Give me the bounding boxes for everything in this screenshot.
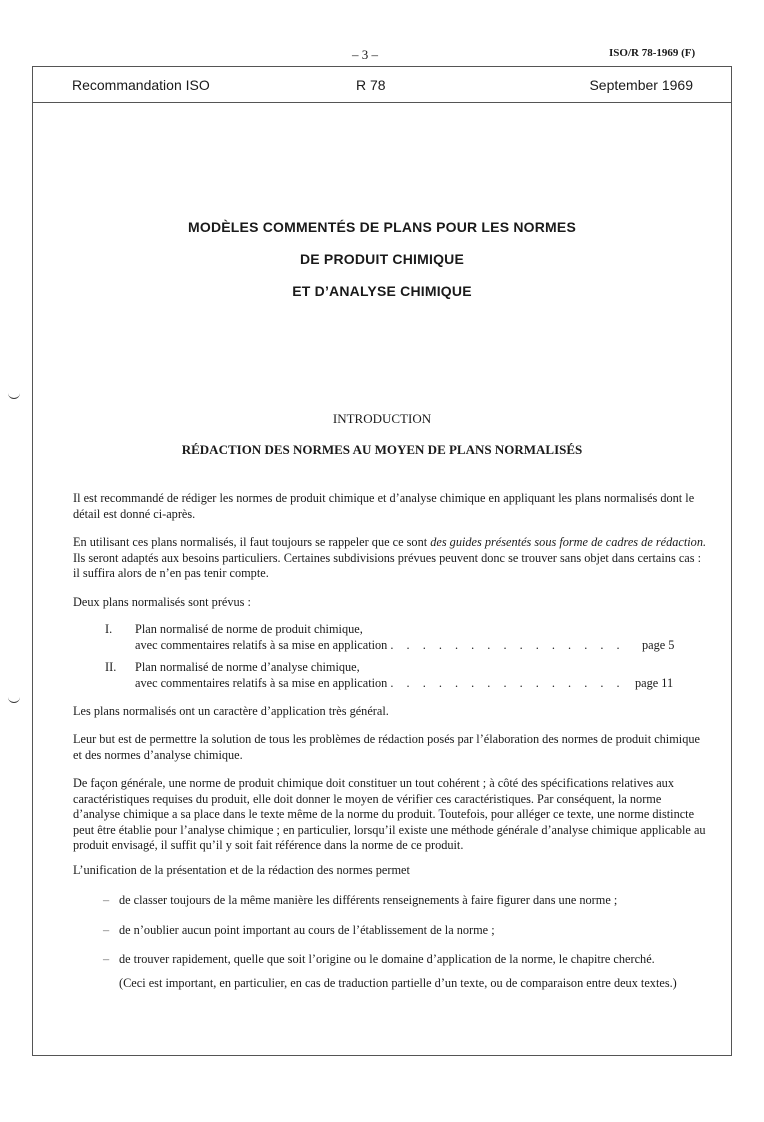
- header-code: R 78: [356, 77, 386, 93]
- header-recommendation: Recommandation ISO: [72, 77, 210, 93]
- dash-bullet: –: [103, 952, 110, 966]
- list-item-text: de classer toujours de la même manière les différents renseignements à faire figurer dans une norme ;: [119, 893, 618, 907]
- plan-title: Plan normalisé de norme de produit chimique,: [135, 622, 363, 636]
- plan-number: II.: [105, 660, 117, 674]
- paragraph-6: De façon générale, une norme de produit chimique doit constituer un tout cohérent ; à côté des spécifications relatives aux caractéristiques requises du produit, elle doit donner le moyen de vérifier ces caractéristiques. Par conséquent, la norme d’analyse chimique a sa place dans le texte même de la norme du produit. Toutefois, pour alléger ce texte, une norme distincte peut être établie pour l’analyse chimique ; en particulier, lorsqu’il existe une méthode générale d’analyse chimique applicable au produit envisagé, il suffit qu’il y soit fait référence dans la norme de ce produit.: [73, 776, 706, 852]
- list-item-text: de trouver rapidement, quelle que soit l’origine ou le domaine d’application de la norme, le chapitre cherché.: [119, 952, 655, 966]
- section-subtitle: RÉDACTION DES NORMES AU MOYEN DE PLANS NORMALISÉS: [181, 442, 583, 457]
- header-row: [33, 67, 731, 103]
- parenthetical-note: (Ceci est important, en particulier, en cas de traduction partielle d’un texte, ou de comparaison entre deux textes.): [119, 976, 677, 990]
- plan-subtitle: avec commentaires relatifs à sa mise en application: [135, 675, 388, 690]
- dot-leader: . . . . . . . . . . . . . . .: [390, 637, 625, 652]
- paragraph-5: Leur but est de permettre la solution de tous les problèmes de rédaction posés par l’élaboration des normes de produit chimique et des normes d’analyse chimique.: [73, 732, 700, 762]
- paragraph-1: Il est recommandé de rédiger les normes de produit chimique et d’analyse chimique en appliquant les plans normalisés dont le détail est donné ci-après.: [73, 491, 695, 521]
- margin-mark: [8, 696, 20, 703]
- plan-title: Plan normalisé de norme d’analyse chimique,: [135, 660, 360, 674]
- plan-page-reference: page 5: [642, 637, 675, 652]
- paragraph-4: Les plans normalisés ont un caractère d’application très général.: [73, 704, 389, 718]
- dash-bullet: –: [103, 893, 110, 907]
- page-number: – 3 –: [352, 47, 378, 62]
- paragraph-2: En utilisant ces plans normalisés, il faut toujours se rappeler que ce sont des guides présentés sous forme de cadres de rédaction. Ils seront adaptés aux besoins particuliers. Certaines subdivisions prévues peuvent donc se trouver sans objet dans certains cas : il suffira alors de n’en pas tenir compte.: [73, 535, 707, 580]
- margin-mark: [8, 392, 20, 399]
- dash-bullet: –: [103, 923, 110, 937]
- main-title-line-2: DE PRODUIT CHIMIQUE: [299, 251, 465, 267]
- header-date: September 1969: [589, 77, 693, 93]
- paragraph-3: Deux plans normalisés sont prévus :: [73, 595, 251, 609]
- introduction-heading: INTRODUCTION: [332, 411, 432, 426]
- main-title-line-3: ET D’ANALYSE CHIMIQUE: [292, 283, 472, 299]
- main-title-line-1: MODÈLES COMMENTÉS DE PLANS POUR LES NORMES: [188, 219, 576, 235]
- document-reference: ISO/R 78-1969 (F): [609, 47, 696, 59]
- plan-page-reference: page 11: [635, 675, 674, 690]
- page-frame: [32, 66, 732, 1056]
- plan-subtitle: avec commentaires relatifs à sa mise en application: [135, 637, 388, 652]
- paragraph-7: L’unification de la présentation et de la rédaction des normes permet: [73, 863, 410, 877]
- list-item-text: de n’oublier aucun point important au cours de l’établissement de la norme ;: [119, 923, 495, 937]
- plan-number: I.: [105, 622, 113, 636]
- dot-leader: . . . . . . . . . . . . . . .: [390, 675, 625, 690]
